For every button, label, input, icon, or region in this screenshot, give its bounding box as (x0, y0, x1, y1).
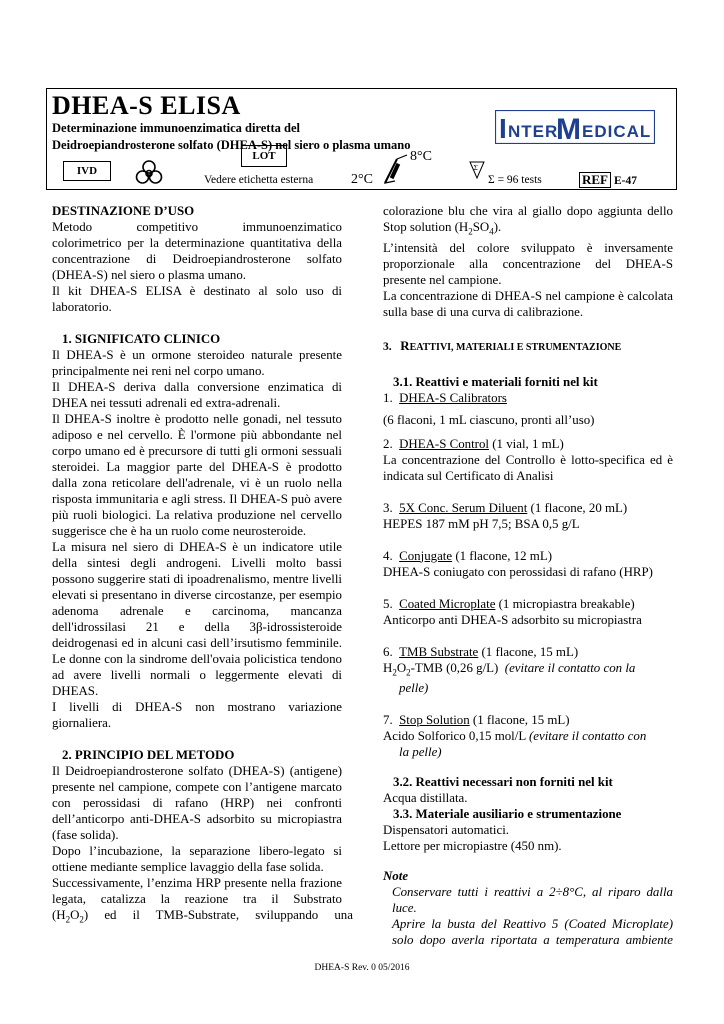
section-2-paragraph-2: Dopo l’incubazione, la separazione libero-legato si ottiene mediante semplice lavaggio della fase solida. (52, 844, 342, 874)
section-1-paragraph-5: I livelli di DHEA-S non mostrano variazione giornaliera. (52, 700, 342, 730)
section-2-paragraph-3-end: $(H_2O_2)$ ed il TMB-Substrate, sviluppando una (52, 908, 353, 925)
item-1: 1. DHEA-S Calibrators (383, 390, 507, 405)
note-title: Note (383, 869, 409, 884)
section-3-3-text-2: Lettore per micropiastre (450 nm). (383, 839, 562, 854)
principle-paragraph-3: La concentrazione di DHEA-S nel campione è calcolata sulla base di una curva di calibrazione. (383, 288, 673, 319)
item-6-desc-end: pelle) (399, 681, 429, 696)
section-3-1-title: 3.1. Reattivi e materiali forniti nel kit (393, 374, 598, 389)
biohazard-icon (135, 159, 163, 185)
section-3-3-title: 3.3. Materiale ausiliario e strumentazione (393, 807, 622, 822)
section-1-paragraph-3: Il DHEA-S inoltre è prodotto nelle gonadi, nel tessuto adiposo e nel cervello. È l'ormone più abbondante nel corpo umano ed è precursore di tutti gli ormoni sessuali steroidei. La maggior parte del DHEA-S è prodotto dalla zona reticolare dell'adrenale, vi è un ruolo nella risposta immunitaria e agli stress. Il DHEA-S può avere più ruoli biologici. La relativa produzione nel cervello suggerisce che è ha un ruolo come neurosteroide. (52, 412, 342, 538)
section-1-title: 1. SIGNIFICATO CLINICO (62, 332, 221, 346)
left-column (52, 203, 353, 928)
right-column (383, 203, 673, 948)
svg-text:NTER: NTER (508, 122, 559, 141)
item-7-desc: Acido Solforico 0,15 mol/L (evitare il contatto con (383, 729, 647, 744)
header-box (46, 88, 677, 190)
document-title: DHEA-S ELISA (52, 91, 241, 120)
item-7: 7. Stop Solution (1 flacone, 15 mL) (383, 713, 570, 728)
item-6: 6. TMB Substrate (1 flacone, 15 mL) (383, 644, 579, 659)
intended-use-line-1: Metodo competitivo immunoenzimatico (52, 220, 342, 234)
section-1-paragraph-2: Il DHEA-S deriva dalla conversione enzimatica di DHEA nei tessuti adrenali ed extra-adrenali. (52, 380, 342, 410)
svg-text:Σ: Σ (473, 165, 478, 172)
item-5-desc: Anticorpo anti DHEA-S adsorbito su micropiastra (383, 612, 642, 627)
principle-continued: colorazione blu che vira al giallo dopo aggiunta dello Stop solution $(H_2SO_4)$. (383, 204, 673, 237)
section-3-2-text: Acqua distillata. (383, 791, 468, 806)
tests-icon (469, 161, 485, 179)
item-1-desc: (6 flaconi, 1 mL ciascuno, pronti all’uso) (383, 412, 595, 427)
tests-count: Σ = 96 tests (488, 174, 542, 186)
page-footer: DHEA-S Rev. 0 05/2016 (314, 963, 410, 973)
section-3-title: 3. REATTIVI, MATERIALI E STRUMENTAZIONE (383, 338, 622, 353)
item-7-desc-end: la pelle) (399, 745, 442, 760)
lot-note: Vedere etichetta esterna (204, 174, 314, 186)
ref-code: E-47 (614, 175, 637, 187)
section-1-paragraph-4: La misura nel siero di DHEA-S è un indicatore utile della sintesi degli androgeni. Livelli molto bassi possono suggerire stati di ipoadrenalismo, mentre livelli elevati si presentano in diverse circostanze, per esempio adenoma adrenale e carcinoma, mancanza dell'idrossilasi 21 e della 3β-idrossisteroide deidrogenasi ed in alcuni casi dell’irsutismo femminile. Le donne con la sindrome dell'ovaia policistica tendono ad avere livelli normali o leggermente elevati di DHEAS. (52, 540, 342, 698)
intermedical-logo (495, 110, 655, 144)
section-3-2-title: 3.2. Reattivi necessari non forniti nel kit (393, 775, 613, 790)
ivd-box: IVD (63, 161, 111, 181)
temperature-limit-icon (383, 151, 409, 185)
section-1-paragraph-1: Il DHEA-S è un ormone steroideo naturale presente principalmente nei reni nel corpo umano. (52, 348, 342, 378)
item-5: 5. Coated Microplate (1 micropiastra breakable) (383, 596, 635, 611)
item-4-desc: DHEA-S coniugato con perossidasi di rafano (HRP) (383, 564, 653, 579)
subtitle-line-2: Deidroepiandrosterone solfato (DHEA-S) nel siero o plasma umano (52, 138, 411, 152)
item-3-desc: HEPES 187 mM pH 7,5; BSA 0,5 g/L (383, 516, 580, 531)
note-paragraph-1: Conservare tutti i reattivi a 2÷8°C, al riparo dalla luce. (392, 885, 673, 916)
temp-low: 2°C (351, 172, 373, 187)
section-2-paragraph-3: Successivamente, l’enzima HRP presente nella frazione legata, catalizza la reazione tra il Substrato (52, 876, 342, 906)
svg-text:I: I (499, 113, 507, 144)
lot-box: LOT (241, 145, 287, 167)
temp-high: 8°C (410, 149, 432, 164)
intended-use-text-2: Il kit DHEA-S ELISA è destinato al solo uso di laboratorio. (52, 284, 342, 314)
note-paragraph-2: Aprire la busta del Reattivo 5 (Coated Microplate) solo dopo averla riportata a temperatura ambiente (392, 917, 673, 948)
item-3: 3. 5X Conc. Serum Diluent (1 flacone, 20 mL) (383, 500, 628, 515)
svg-text:M: M (556, 113, 581, 144)
principle-paragraph-2: L’intensità del colore sviluppato è inversamente proporzionale alla concentrazione del DHEA-S presente nel campione. (383, 240, 673, 287)
intended-use-text: colorimetrico per la determinazione quantitativa della concentrazione di Deidroepiandrosterone solfato (DHEA-S) nel siero o plasma umano. (52, 236, 342, 282)
item-6-desc: $H_2O_2$-TMB (0,26 g/L) (evitare il contatto con la (383, 660, 636, 678)
section-2-title: 2. PRINCIPIO DEL METODO (62, 748, 235, 762)
section-intended-use-title: DESTINAZIONE D’USO (52, 204, 195, 218)
item-2-desc: La concentrazione del Controllo è lotto-specifica ed è indicata sul Certificato di Analisi (383, 452, 673, 483)
subtitle-line-1: Determinazione immunoenzimatica diretta del (52, 121, 300, 135)
item-4: 4. Conjugate (1 flacone, 12 mL) (383, 548, 552, 563)
ref-box: REF (579, 172, 611, 188)
item-2: 2. DHEA-S Control (1 vial, 1 mL) (383, 436, 564, 451)
section-3-3-text-1: Dispensatori automatici. (383, 823, 510, 838)
svg-text:EDICAL: EDICAL (582, 122, 652, 141)
section-2-paragraph-1: Il Deidroepiandrosterone solfato (DHEA-S) (antigene) presente nel campione, compete con l’antigene marcato con perossidasi di rafano (HRP) nei confronti dell’anticorpo anti-DHEA-S adsorbito su micropiastra (fase solida). (52, 764, 342, 842)
